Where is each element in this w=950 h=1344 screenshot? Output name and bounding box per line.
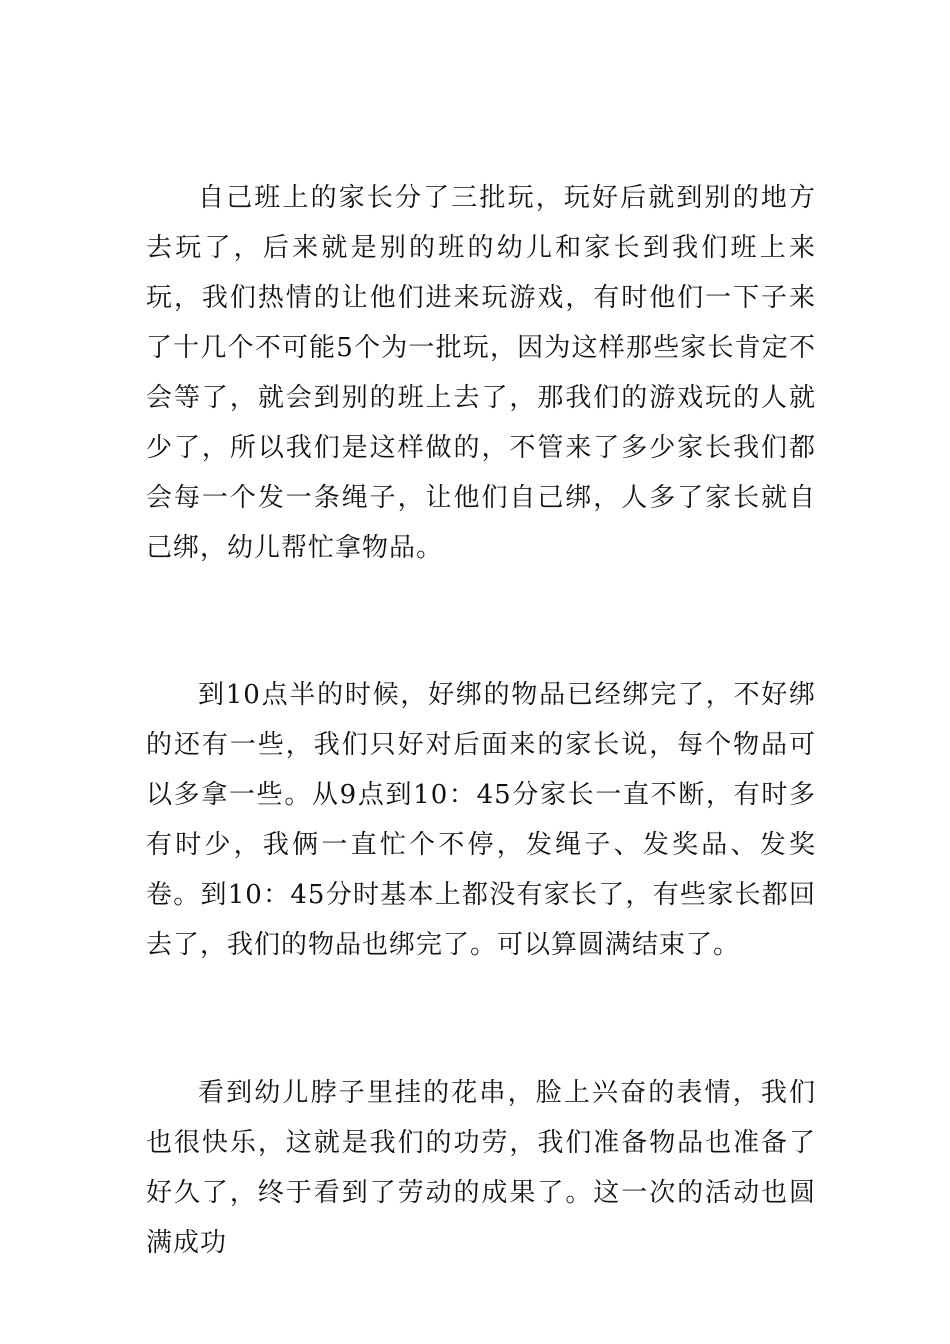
paragraph-3: 看到幼儿脖子里挂的花串，脸上兴奋的表情，我们也很快乐，这就是我们的功劳，我们准备物品也准备了好久了，终于看到了劳动的成果了。这一次的活动也圆满成功	[146, 1078, 816, 1258]
paragraph-1: 自己班上的家长分了三批玩，玩好后就到别的地方去玩了，后来就是别的班的幼儿和家长到我们班上来玩，我们热情的让他们进来玩游戏，有时他们一下子来了十几个不可能5个为一批玩，因为这样那些家长肯定不会等了，就会到别的班上去了，那我们的游戏玩的人就少了，所以我们是这样做的，不管来了多少家长我们都会每一个发一条绳子，让他们自己绑，人多了家长就自己绑，幼儿帮忙拿物品。	[146, 183, 816, 563]
paragraph-2: 到10点半的时候，好绑的物品已经绑完了，不好绑的还有一些，我们只好对后面来的家长说，每个物品可以多拿一些。从9点到10：45分家长一直不断，有时多有时少，我俩一直忙个不停，发绳子、发奖品、发奖卷。到10：45分时基本上都没有家长了，有些家长都回去了，我们的物品也绑完了。可以算圆满结束了。	[146, 680, 816, 960]
